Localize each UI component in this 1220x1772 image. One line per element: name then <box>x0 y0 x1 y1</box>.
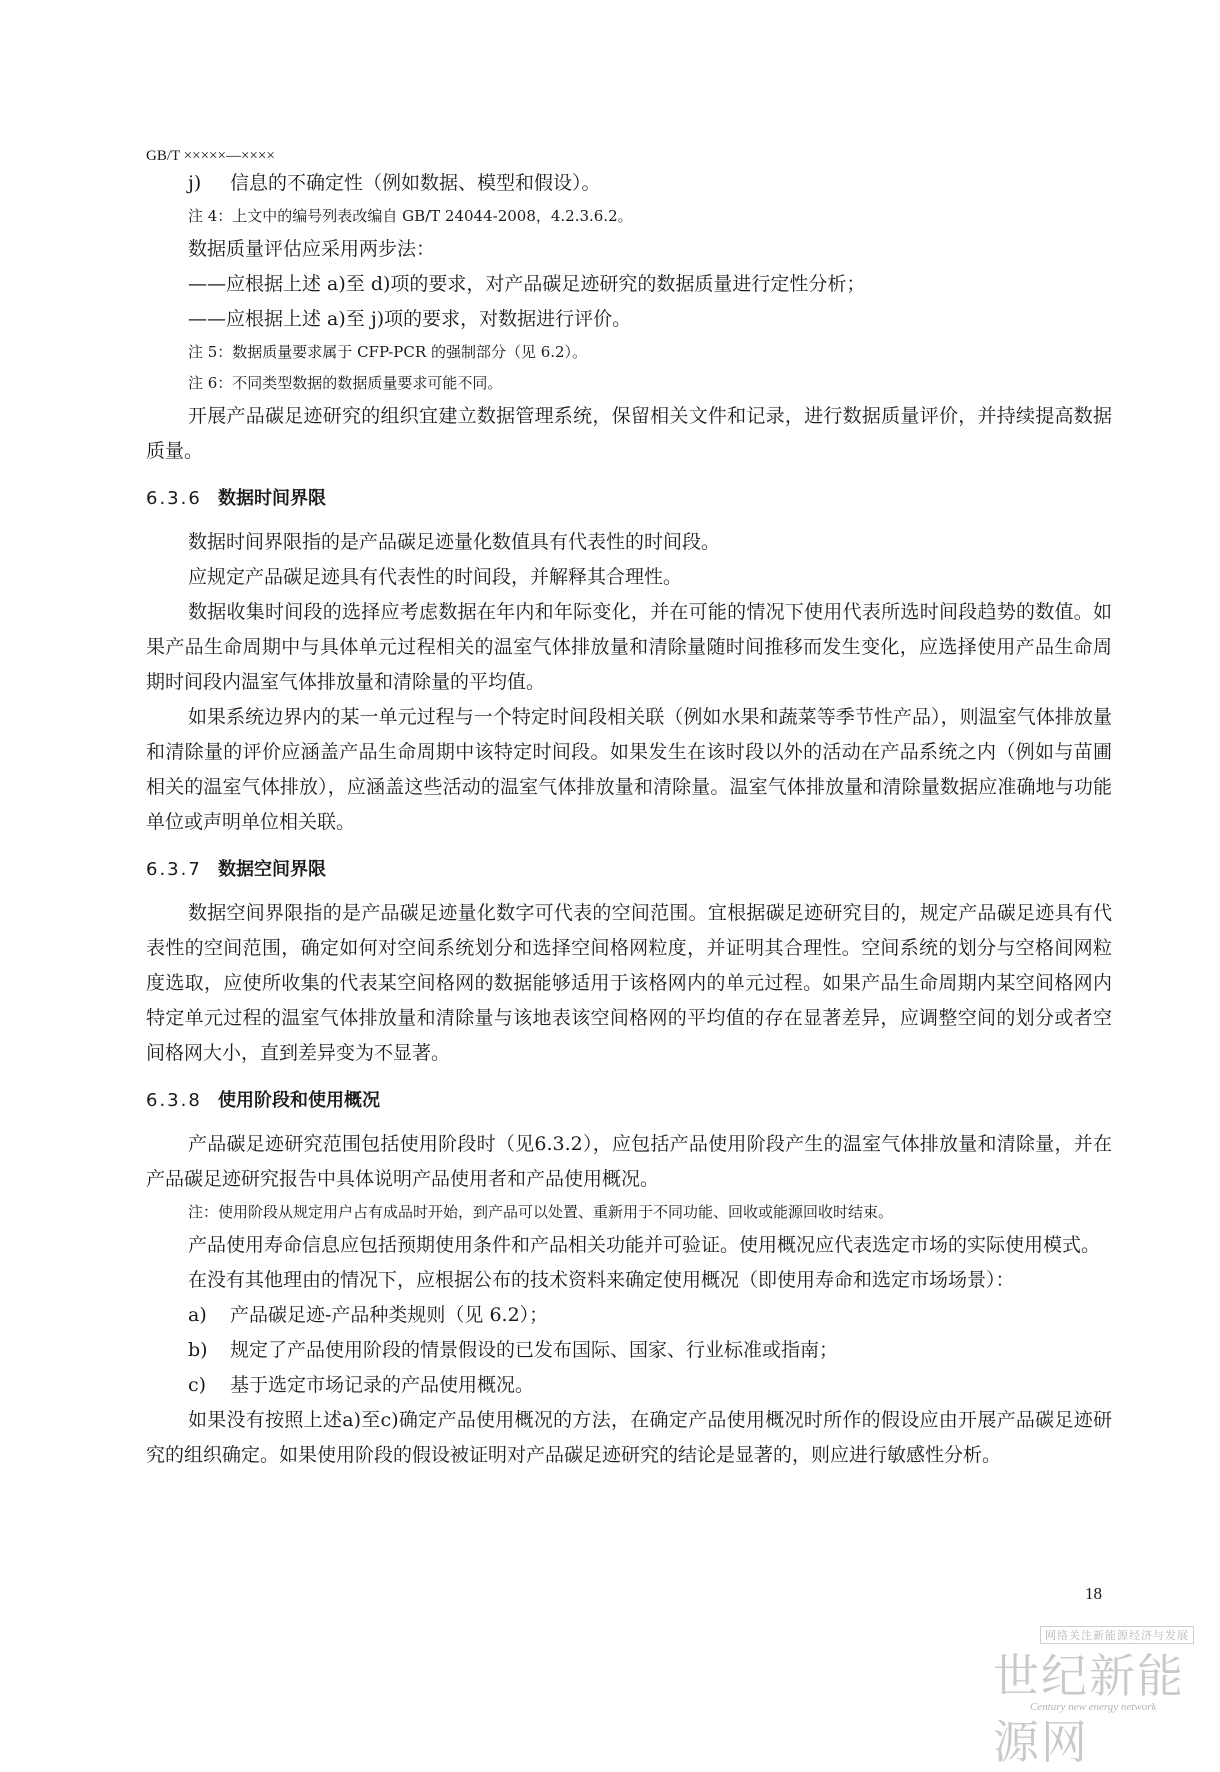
paragraph: 开展产品碳足迹研究的组织宜建立数据管理系统，保留相关文件和记录，进行数据质量评价，并持续提高数据质量。 <box>146 405 1112 462</box>
list-item-c <box>146 1368 1112 1403</box>
section-heading-6-3-8 <box>146 1087 1112 1115</box>
document-page <box>146 146 1112 1473</box>
note-6: 注 6：不同类型数据的数据质量要求可能不同。 <box>188 374 503 392</box>
list-label: b) <box>188 1339 208 1361</box>
paragraph: ——应根据上述 a)至 d)项的要求，对产品碳足迹研究的数据质量进行定性分析； <box>188 273 866 295</box>
watermark-logo-text: 世纪新能源网 <box>993 1649 1185 1769</box>
paragraph: 数据空间界限指的是产品碳足迹量化数字可代表的空间范围。宜根据碳足迹研究目的，规定产品碳足迹具有代表性的空间范围，确定如何对空间系统划分和选择空间格网粒度，并证明其合理性。空间系统的划分与空格间网粒度选取，应使所收集的代表某空间格网的数据能够适用于该格网内的单元过程。如果产品生命周期内某空间格网内特定单元过程的温室气体排放量和清除量与该地表该空间格网的平均值的存在显著差异，应调整空间的划分或者空间格网大小，直到差异变为不显著。 <box>146 902 1112 1064</box>
paragraph: 数据收集时间段的选择应考虑数据在年内和年际变化，并在可能的情况下使用代表所选时间段趋势的数值。如果产品生命周期中与具体单元过程相关的温室气体排放量和清除量随时间推移而发生变化，应选择使用产品生命周期时间段内温室气体排放量和清除量的平均值。 <box>146 601 1112 693</box>
paragraph: 在没有其他理由的情况下，应根据公布的技术资料来确定使用概况（即使用寿命和选定市场场景）： <box>188 1269 1015 1291</box>
note-4: 注 4：上文中的编号列表改编自 GB/T 24044-2008，4.2.3.6.2。 <box>188 207 633 225</box>
section-title: 使用阶段和使用概况 <box>218 1090 380 1111</box>
section-heading-6-3-7 <box>146 856 1112 884</box>
paragraph: 如果系统边界内的某一单元过程与一个特定时间段相关联（例如水果和蔬菜等季节性产品），则温室气体排放量和清除量的评价应涵盖产品生命周期中该特定时间段。如果发生在该时段以外的活动在产品系统之内（例如与苗圃相关的温室气体排放），应涵盖这些活动的温室气体排放量和清除量。温室气体排放量和清除量数据应准确地与功能单位或声明单位相关联。 <box>146 706 1112 833</box>
page-number: 18 <box>1085 1584 1102 1603</box>
watermark-subtitle: Century new energy network <box>1030 1701 1157 1713</box>
paragraph: 产品使用寿命信息应包括预期使用条件和产品相关功能并可验证。使用概况应代表选定市场的实际使用模式。 <box>188 1234 1101 1256</box>
section-heading-6-3-6 <box>146 485 1112 513</box>
list-item-a <box>146 1298 1112 1333</box>
list-text: 产品碳足迹-产品种类规则（见 6.2）； <box>230 1304 549 1326</box>
section-number: 6.3.8 <box>146 1090 202 1111</box>
section-number: 6.3.6 <box>146 488 202 509</box>
list-item-j <box>146 166 1112 201</box>
watermark-tagline: 网络关注新能源经济与发展 <box>1040 1626 1194 1644</box>
paragraph: 如果没有按照上述a)至c)确定产品使用概况的方法，在确定产品使用概况时所作的假设应由开展产品碳足迹研究的组织确定。如果使用阶段的假设被证明对产品碳足迹研究的结论是显著的，则应进行敏感性分析。 <box>146 1409 1112 1466</box>
paragraph: 产品碳足迹研究范围包括使用阶段时（见6.3.2），应包括产品使用阶段产生的温室气体排放量和清除量，并在产品碳足迹研究报告中具体说明产品使用者和产品使用概况。 <box>146 1133 1112 1190</box>
section-title: 数据空间界限 <box>218 859 326 880</box>
list-text: 基于选定市场记录的产品使用概况。 <box>230 1374 535 1396</box>
paragraph: ——应根据上述 a)至 j)项的要求，对数据进行评价。 <box>188 308 632 330</box>
list-label: c) <box>188 1374 207 1396</box>
list-item-b <box>146 1333 1112 1368</box>
paragraph: 应规定产品碳足迹具有代表性的时间段，并解释其合理性。 <box>188 566 683 588</box>
list-text: 规定了产品使用阶段的情景假设的已发布国际、国家、行业标准或指南； <box>230 1339 839 1361</box>
list-label: j) <box>188 172 202 194</box>
note-5: 注 5：数据质量要求属于 CFP-PCR 的强制部分（见 6.2）。 <box>188 343 588 361</box>
standard-header: GB/T ×××××—×××× <box>146 148 275 164</box>
list-label: a) <box>188 1304 207 1326</box>
section-number: 6.3.7 <box>146 859 202 880</box>
paragraph: 数据时间界限指的是产品碳足迹量化数值具有代表性的时间段。 <box>188 531 721 553</box>
note: 注：使用阶段从规定用户占有成品时开始，到产品可以处置、重新用于不同功能、回收或能源回收时结束。 <box>188 1203 894 1221</box>
paragraph: 数据质量评估应采用两步法： <box>188 238 436 260</box>
section-title: 数据时间界限 <box>218 488 326 509</box>
list-text: 信息的不确定性（例如数据、模型和假设）。 <box>230 172 601 194</box>
